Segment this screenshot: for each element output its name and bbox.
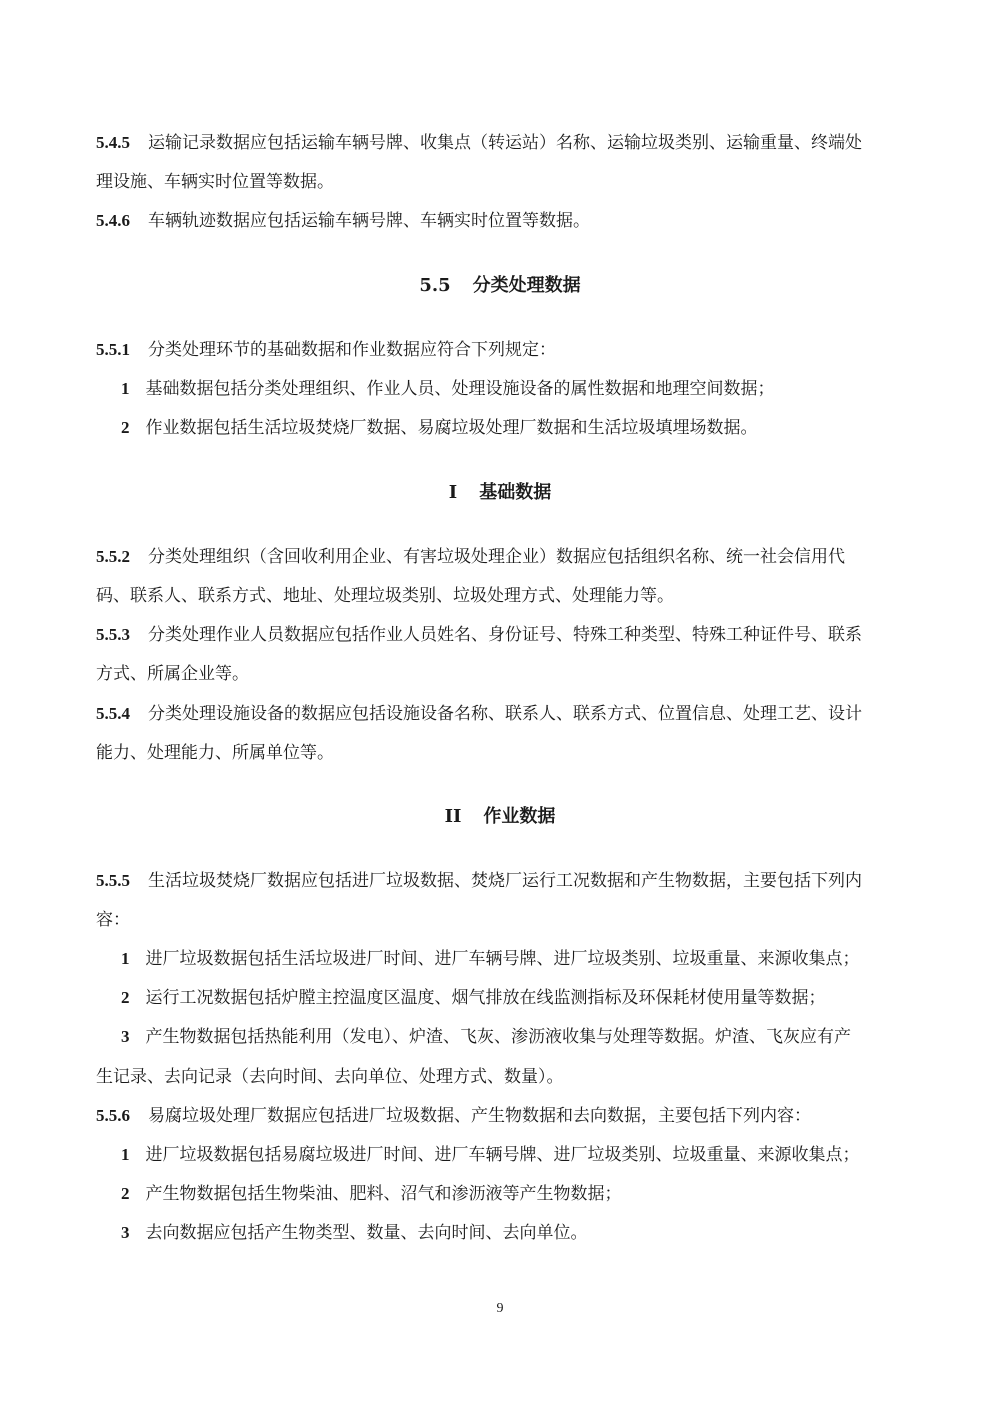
subsection-title: 基础数据 bbox=[479, 482, 552, 503]
clause-5-5-2-continuation bbox=[96, 585, 674, 607]
subsection-heading-II bbox=[0, 805, 1000, 829]
list-item bbox=[121, 1026, 851, 1048]
list-item bbox=[121, 987, 826, 1009]
clause-text: 容： bbox=[96, 910, 130, 930]
clause-text: 码、联系人、联系方式、地址、处理垃圾类别、垃圾处理方式、处理能力等。 bbox=[96, 586, 674, 606]
list-item bbox=[121, 948, 860, 970]
clause-text: 车辆轨迹数据应包括运输车辆号牌、车辆实时位置等数据。 bbox=[148, 211, 590, 231]
clause-number: 5.5.6 bbox=[96, 1106, 130, 1125]
clause-text: 方式、所属企业等。 bbox=[96, 664, 249, 684]
clause-5-5-4-continuation bbox=[96, 742, 334, 764]
section-number: 5.5 bbox=[419, 275, 451, 296]
clause-text: 分类处理作业人员数据应包括作业人员姓名、身份证号、特殊工种类型、特殊工种证件号、联系 bbox=[148, 625, 862, 645]
item-text: 去向数据应包括产生物类型、数量、去向时间、去向单位。 bbox=[145, 1223, 588, 1243]
subsection-number: I bbox=[448, 482, 458, 503]
item-text: 产生物数据包括生物柴油、肥料、沼气和渗沥液等产生物数据； bbox=[145, 1184, 622, 1204]
item-number: 3 bbox=[121, 1223, 130, 1242]
list-item-continuation bbox=[96, 1066, 564, 1088]
list-item bbox=[121, 378, 775, 400]
item-text: 产生物数据包括热能利用（发电）、炉渣、飞灰、渗沥液收集与处理等数据。炉渣、飞灰应有产 bbox=[145, 1027, 851, 1047]
item-number: 1 bbox=[121, 379, 130, 398]
clause-5-5-3 bbox=[96, 624, 862, 646]
clause-5-5-3-continuation bbox=[96, 663, 249, 685]
subsection-number: II bbox=[444, 806, 462, 827]
clause-5-5-5-continuation bbox=[96, 909, 130, 931]
clause-5-5-1 bbox=[96, 339, 556, 361]
item-text: 作业数据包括生活垃圾焚烧厂数据、易腐垃圾处理厂数据和生活垃圾填埋场数据。 bbox=[145, 418, 758, 438]
item-number: 2 bbox=[121, 1184, 130, 1203]
subsection-title: 作业数据 bbox=[483, 806, 556, 827]
clause-text: 理设施、车辆实时位置等数据。 bbox=[96, 172, 334, 192]
list-item bbox=[121, 1222, 588, 1244]
page-number: 9 bbox=[496, 1301, 504, 1316]
clause-number: 5.5.4 bbox=[96, 704, 130, 723]
item-text: 运行工况数据包括炉膛主控温度区温度、烟气排放在线监测指标及环保耗材使用量等数据； bbox=[145, 988, 826, 1008]
clause-number: 5.5.3 bbox=[96, 625, 130, 644]
item-text: 基础数据包括分类处理组织、作业人员、处理设施设备的属性数据和地理空间数据； bbox=[145, 379, 775, 399]
item-number: 3 bbox=[121, 1027, 130, 1046]
clause-text: 分类处理设施设备的数据应包括设施设备名称、联系人、联系方式、位置信息、处理工艺、设计 bbox=[148, 704, 862, 724]
clause-5-4-6 bbox=[96, 210, 590, 232]
item-number: 1 bbox=[121, 949, 130, 968]
clause-number: 5.4.5 bbox=[96, 133, 130, 152]
item-text: 进厂垃圾数据包括易腐垃圾进厂时间、进厂车辆号牌、进厂垃圾类别、垃圾重量、来源收集点； bbox=[145, 1145, 860, 1165]
clause-5-5-6 bbox=[96, 1105, 811, 1127]
clause-5-5-4 bbox=[96, 703, 862, 725]
subsection-heading-I bbox=[0, 481, 1000, 505]
clause-5-4-5-continuation bbox=[96, 171, 334, 193]
clause-number: 5.5.2 bbox=[96, 547, 130, 566]
list-item bbox=[121, 1144, 860, 1166]
item-number: 2 bbox=[121, 988, 130, 1007]
item-text: 进厂垃圾数据包括生活垃圾进厂时间、进厂车辆号牌、进厂垃圾类别、垃圾重量、来源收集点； bbox=[145, 949, 860, 969]
clause-5-5-2 bbox=[96, 546, 845, 568]
item-number: 2 bbox=[121, 418, 130, 437]
clause-text: 生活垃圾焚烧厂数据应包括进厂垃圾数据、焚烧厂运行工况数据和产生物数据，主要包括下列内 bbox=[148, 871, 862, 891]
clause-5-4-5 bbox=[96, 132, 862, 154]
item-text: 生记录、去向记录（去向时间、去向单位、处理方式、数量）。 bbox=[96, 1067, 564, 1087]
clause-number: 5.4.6 bbox=[96, 211, 130, 230]
clause-text: 分类处理环节的基础数据和作业数据应符合下列规定： bbox=[148, 340, 556, 360]
section-title: 分类处理数据 bbox=[472, 275, 581, 296]
clause-text: 运输记录数据应包括运输车辆号牌、收集点（转运站）名称、运输垃圾类别、运输重量、终端处 bbox=[148, 133, 862, 153]
item-number: 1 bbox=[121, 1145, 130, 1164]
clause-number: 5.5.1 bbox=[96, 340, 130, 359]
clause-5-5-5 bbox=[96, 870, 862, 892]
clause-number: 5.5.5 bbox=[96, 871, 130, 890]
list-item bbox=[121, 417, 758, 439]
list-item bbox=[121, 1183, 622, 1205]
clause-text: 能力、处理能力、所属单位等。 bbox=[96, 743, 334, 763]
clause-text: 分类处理组织（含回收利用企业、有害垃圾处理企业）数据应包括组织名称、统一社会信用代 bbox=[148, 547, 845, 567]
section-heading-5-5 bbox=[0, 274, 1000, 298]
clause-text: 易腐垃圾处理厂数据应包括进厂垃圾数据、产生物数据和去向数据，主要包括下列内容： bbox=[148, 1106, 811, 1126]
